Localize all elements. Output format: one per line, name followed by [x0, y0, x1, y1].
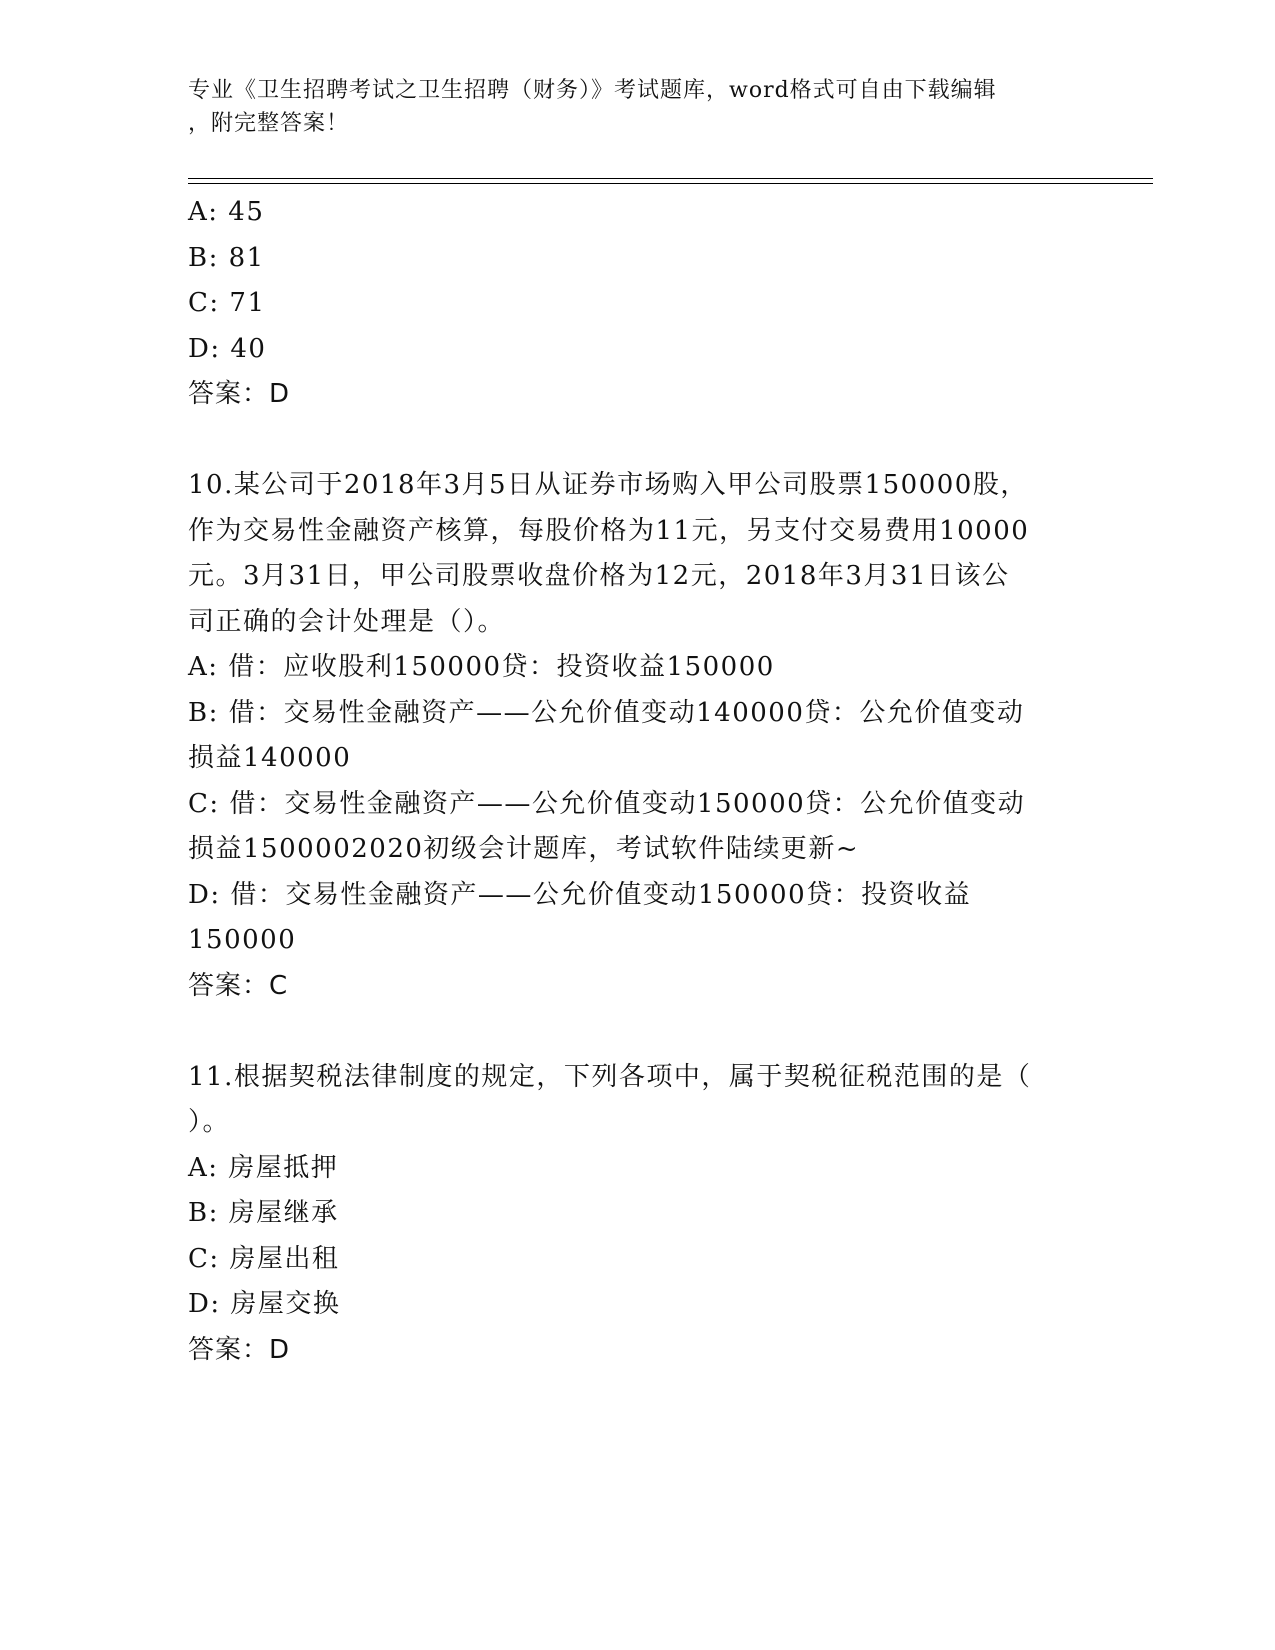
question-stem-line: 司正确的会计处理是（）。: [188, 606, 506, 637]
question-stem-line: 作为交易性金融资产核算，每股价格为11元，另支付交易费用10000: [188, 515, 1030, 546]
question-10: [188, 463, 1088, 1009]
option-b: B: 81: [188, 242, 265, 273]
header-line-2: ，附完整答案！: [188, 111, 350, 136]
spacer: [188, 418, 1088, 464]
option-d-continued: 150000: [188, 925, 297, 955]
option-a: A: 房屋抵押: [188, 1152, 339, 1183]
question-stem-line: 10.某公司于2018年3月5日从证券市场购入甲公司股票150000股，: [188, 470, 1028, 500]
answer: 答案：C: [188, 970, 289, 1001]
question-11: [188, 1055, 1088, 1374]
option-d: D: 40: [188, 333, 267, 364]
option-b: B: 借：交易性金融资产——公允价值变动140000贷：公允价值变动: [188, 697, 1025, 728]
option-d: D: 房屋交换: [188, 1289, 341, 1319]
spacer: [188, 1009, 1088, 1055]
document-header: [188, 74, 1068, 140]
option-c-continued: 损益1500002020初级会计题库，考试软件陆续更新~: [188, 834, 860, 864]
option-a: A: 45: [188, 197, 265, 227]
option-b-continued: 损益140000: [188, 743, 352, 773]
document-body: [188, 190, 1088, 1373]
answer: 答案：D: [188, 1334, 291, 1365]
question-stem-line: 11.根据契税法律制度的规定，下列各项中，属于契税征税范围的是（: [188, 1061, 1032, 1092]
header-line-1: 专业《卫生招聘考试之卫生招聘（财务）》考试题库，word格式可自由下载编辑: [188, 78, 997, 103]
option-d: D: 借：交易性金融资产——公允价值变动150000贷：投资收益: [188, 879, 972, 910]
answer: 答案：D: [188, 379, 291, 409]
option-c: C: 房屋出租: [188, 1243, 340, 1274]
question-stem-line: ）。: [188, 1107, 231, 1137]
option-b: B: 房屋继承: [188, 1198, 339, 1228]
header-rule-bottom: [188, 183, 1153, 184]
question-stem-line: 元。3月31日，甲公司股票收盘价格为12元，2018年3月31日该公: [188, 561, 1010, 591]
question-9: [188, 190, 1088, 418]
option-c: C: 借：交易性金融资产——公允价值变动150000贷：公允价值变动: [188, 788, 1026, 819]
option-a: A: 借：应收股利150000贷：投资收益150000: [188, 652, 775, 682]
header-rule-top: [188, 178, 1153, 179]
option-c: C: 71: [188, 288, 266, 318]
